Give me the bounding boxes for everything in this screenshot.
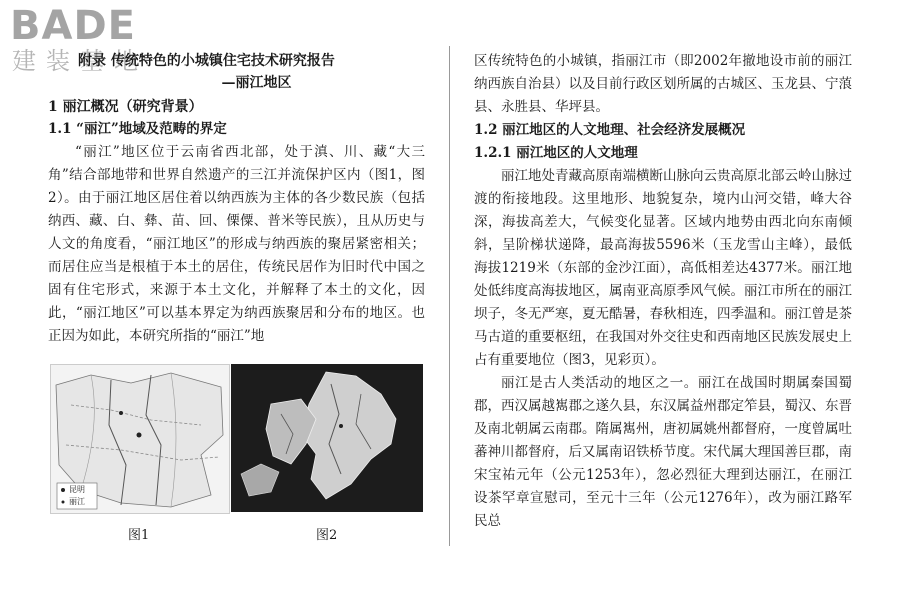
appendix-title: 附录 传统特色的小城镇住宅技术研究报告 bbox=[78, 53, 335, 69]
figure-2-map-drawing bbox=[231, 364, 423, 512]
column-divider bbox=[449, 46, 450, 546]
paragraph-geography: 丽江地处青藏高原南端横断山脉向云贵高原北部云岭山脉过渡的衔接地段。这里地形、地貌复杂，境内山河交错，峰大谷深，海拔高差大，气候变化显著。区域内地势由西北向东南倾斜，呈阶梯状递降，最高海拔5596米（玉龙雪山主峰），最低海拔1219米（东部的金沙江面），高低相差达4377米。丽江地处低纬度高海拔地区，属南亚高原季风气候。丽江市所在的丽江坝子，冬无严寒，夏无酷暑，春秋相连，四季温和。丽江曾是茶马古道的重要枢纽，在我国对外交往史和西南地区民族发展史上占有重要地位（图3，见彩页）。 bbox=[474, 168, 852, 368]
section-1-2-heading: 1.2 丽江地区的人文地理、社会经济发展概况 bbox=[474, 122, 746, 138]
paragraph-definition: “丽江”地区位于云南省西北部，处于滇、川、藏“大三角”结合部地带和世界自然遗产的三江并流保护区内（图1，图2）。由于丽江地区居住着以纳西族为主体的各少数民族（包括纳西、藏、白、彝、苗、回、傈僳、普米等民族），且从历史与人文的角度看，“丽江地区”的形成与纳西族的聚居紧密相关；而居住应当是根植于本土的居住，传统民居作为旧时代中国之固有住宅形式，来源于本土文化，并解释了本土的文化，因此，“丽江地区”可以基本界定为纳西族聚居和分布的地区。也正因为如此，本研究所指的“丽江”地 bbox=[48, 144, 425, 344]
section-1-heading: 1 丽江概况（研究背景） bbox=[48, 99, 203, 115]
right-column bbox=[474, 50, 852, 533]
legend-lijiang: 丽江 bbox=[69, 497, 85, 506]
watermark-subtitle: 建装基地 bbox=[12, 47, 148, 75]
left-column bbox=[48, 50, 425, 348]
legend-kunming: 昆明 bbox=[69, 485, 85, 494]
figure-2-caption: 图2 bbox=[316, 528, 338, 543]
paragraph-continuation: 区传统特色的小城镇，指丽江市（即2002年撤地设市前的丽江纳西族自治县）以及目前行政区划所属的古城区、玉龙县、宁蒗县、永胜县、华坪县。 bbox=[474, 53, 852, 115]
paragraph-history: 丽江是古人类活动的地区之一。丽江在战国时期属秦国蜀郡，西汉属越嶲郡之遂久县，东汉属益州郡定笮县，蜀汉、东晋及南北朝属云南郡。隋属嶲州，唐初属姚州都督府，一度曾属吐蕃神川都督府，后又属南诏铁桥节度。宋代属大理国善巨郡，南宋宝祐元年（公元1253年），忽必烈征大理到达丽江，在丽江设茶罕章宣慰司，至元十三年（公元1276年），改为丽江路军民总 bbox=[474, 375, 852, 529]
figure-1-map bbox=[50, 364, 230, 514]
figure-1-caption: 图1 bbox=[128, 528, 150, 543]
section-1-2-1-heading: 1.2.1 丽江地区的人文地理 bbox=[474, 145, 638, 161]
section-1-1-heading: 1.1 “丽江”地域及范畴的界定 bbox=[48, 121, 227, 137]
region-title: —丽江地区 bbox=[221, 75, 292, 91]
figure-2-map bbox=[231, 364, 423, 512]
watermark-brand: BADE bbox=[10, 3, 136, 49]
